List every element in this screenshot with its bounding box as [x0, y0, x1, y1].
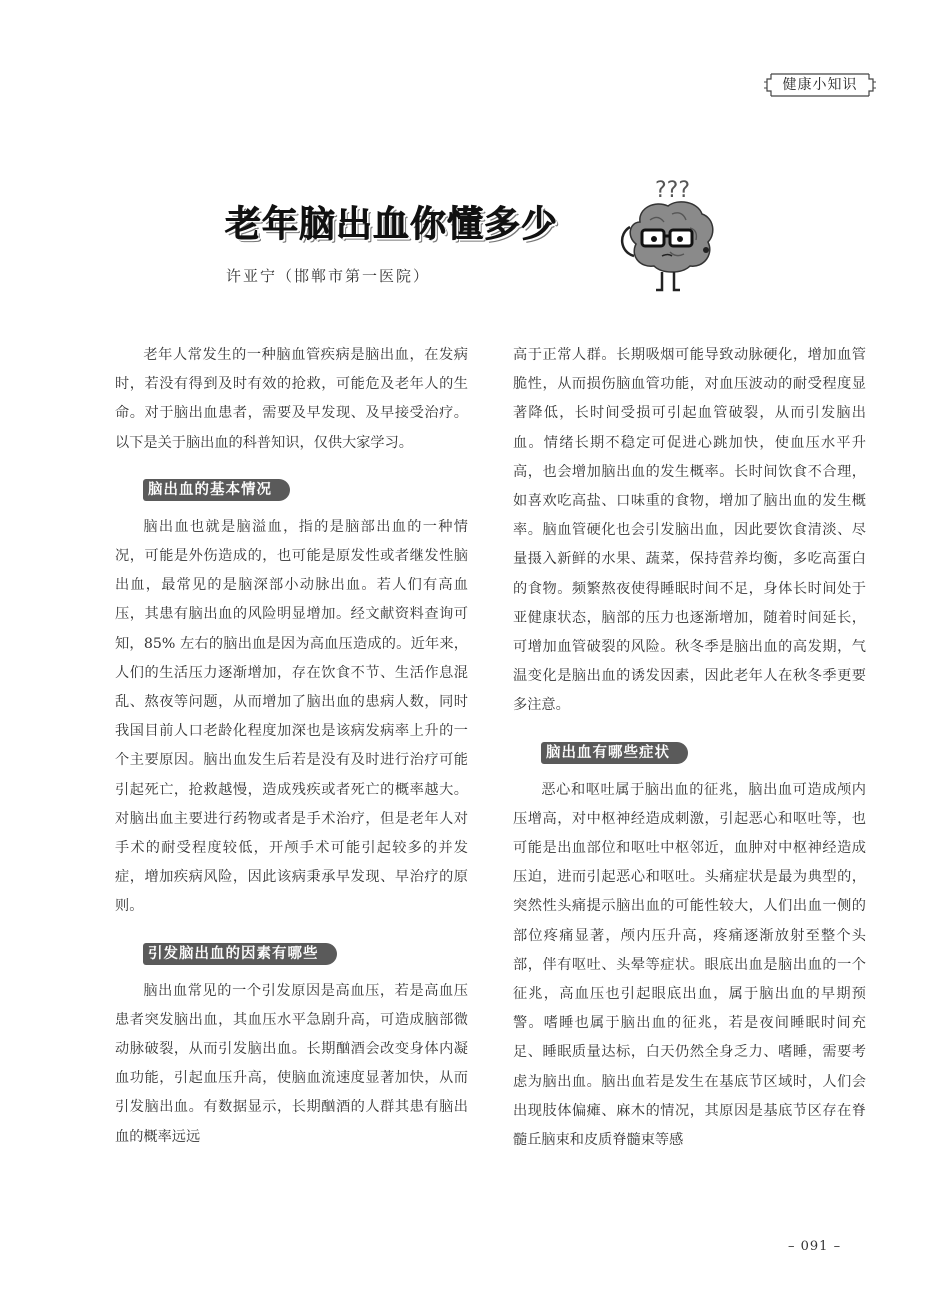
section-heading-basic-info [143, 473, 383, 501]
article-author: 许亚宁（邯郸市第一医院） [226, 267, 431, 285]
section-paragraph-causes: 脑出血常见的一个引发原因是高血压，若是高血压患者突发脑出血，其血压水平急剧升高，可造成脑部微动脉破裂，从而引发脑出血。长期酗酒会改变身体内凝血功能，引起血压升高，使脑血流速度显著加快，从而引发脑出血。有数据显示，长期酗酒的人群其患有脑出血的概率远远 [115, 982, 468, 1145]
confused-brain-with-glasses-icon [610, 172, 725, 297]
right-column [513, 341, 866, 1155]
question-marks-icon: ??? [655, 178, 691, 203]
page-number: – 091 – [788, 1239, 842, 1254]
section-heading-label: 脑出血有哪些症状 [541, 742, 688, 764]
section-paragraph-symptoms: 恶心和呕吐属于脑出血的征兆，脑出血可造成颅内压增高，对中枢神经造成刺激，引起恶心和呕吐等，也可能是出血部位和呕吐中枢邻近，血肿对中枢神经造成压迫，进而引起恶心和呕吐。头痛症状是最为典型的，突然性头痛提示脑出血的可能性较大，人们出血一侧的部位疼痛显著，颅内压升高，疼痛逐渐放射至整个头部，伴有呕吐、头晕等症状。眼底出血是脑出血的一个征兆，高血压也引起眼底出血，属于脑出血的早期预警。嗜睡也属于脑出血的征兆，若是夜间睡眠时间充足、睡眠质量达标，白天仍然全身乏力、嗜睡，需要考虑为脑出血。脑出血若是发生在基底节区域时，人们会出现肢体偏瘫、麻木的情况，其原因是基底节区存在脊髓丘脑束和皮质脊髓束等感 [513, 781, 866, 1149]
article-title: 老年脑出血你懂多少 [225, 204, 559, 245]
section-paragraph-basic-info: 脑出血也就是脑溢血，指的是脑部出血的一种情况，可能是外伤造成的，也可能是原发性或者继发性脑出血，最常见的是脑深部小动脉出血。若人们有高血压，其患有脑出血的风险明显增加。经文献资料查询可知，85% 左右的脑出血是因为高血压造成的。近年来，人们的生活压力逐渐增加，存在饮食不节、生活作息混乱、熬夜等问题，从而增加了脑出血的患病人数，同时我国目前人口老龄化程度加深也是该病发病率上升的一个主要原因。脑出血发生后若是没有及时进行治疗可能引起死亡，抢救越慢，造成残疾或者死亡的概率越大。对脑出血主要进行药物或者是手术治疗，但是老年人对手术的耐受程度较低，开颅手术可能引起较多的并发症，增加疾病风险，因此该病秉承早发现、早治疗的原则。 [115, 518, 468, 915]
intro-paragraph: 老年人常发生的一种脑血管疾病是脑出血，在发病时，若没有得到及时有效的抢救，可能危及老年人的生命。对于脑出血患者，需要及早发现、及早接受治疗。以下是关于脑出血的科普知识，仅供大家学习。 [115, 347, 468, 451]
left-column [115, 341, 468, 1152]
section-heading-label: 脑出血的基本情况 [143, 479, 290, 501]
section-heading-label: 引发脑出血的因素有哪些 [143, 943, 337, 965]
section-paragraph-causes-continued: 高于正常人群。长期吸烟可能导致动脉硬化，增加血管脆性，从而损伤脑血管功能，对血压波动的耐受程度显著降低，长时间受损可引起血管破裂，从而引发脑出血。情绪长期不稳定可促进心跳加快，使血压水平升高，也会增加脑出血的发生概率。长时间饮食不合理，如喜欢吃高盐、口味重的食物，增加了脑出血的发生概率。脑血管硬化也会引发脑出血，因此要饮食清淡、尽量摄入新鲜的水果、蔬菜，保持营养均衡，多吃高蛋白的食物。频繁熬夜使得睡眠时间不足，身体长时间处于亚健康状态，脑部的压力也逐渐增加，随着时间延长，可增加血管破裂的风险。秋冬季是脑出血的高发期，气温变化是脑出血的诱发因素，因此老年人在秋冬季更要多注意。 [513, 347, 866, 714]
column-tag-label: 健康小知识 [782, 77, 858, 93]
section-heading-symptoms [541, 736, 781, 764]
section-heading-causes [143, 937, 383, 965]
column-tag [763, 70, 877, 100]
